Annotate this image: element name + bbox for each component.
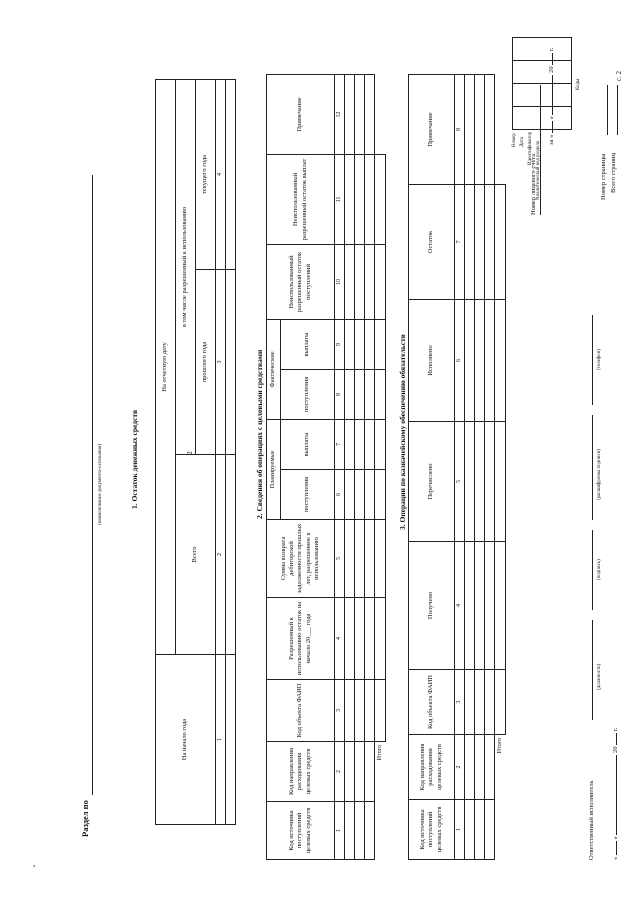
s2-cell[interactable] [355,74,365,154]
s3-cell[interactable] [465,735,475,800]
s2-num-2: 2 [335,742,345,802]
signature-line [592,530,593,610]
footer-year: 20 [612,746,619,753]
s2-cell[interactable] [345,742,355,802]
s2-h-c12: Примечание [267,74,335,154]
s1-num-4: 4 [216,79,226,269]
s2-cell[interactable] [355,470,365,520]
s3-num-5: 5 [455,422,465,542]
razdel-line [92,175,93,795]
s1-col-report-date: На отчетную дату [156,79,176,654]
s3-num-1: 1 [455,800,465,860]
s2-cell[interactable] [365,802,375,860]
s2-h-actual: Фактические [267,319,281,419]
section2-table [266,74,386,860]
section1-title: 1. Остаток денежных средств [130,409,139,509]
date-prefix: за « [548,134,555,145]
s3-cell[interactable] [485,670,495,735]
s2-h-planned: Планируемые [267,419,281,519]
section3-table [408,74,506,860]
footer-date-open: « [612,856,619,860]
position-line [592,620,593,720]
account-label: Номер лицевого счета [530,153,537,215]
s1-value-2[interactable] [226,455,236,655]
s3-num-8: 8 [455,75,465,185]
s3-total-label: Итого [497,738,503,754]
s2-cell[interactable] [355,680,365,742]
s3-cell[interactable] [465,185,475,300]
s1-value-3[interactable] [226,270,236,455]
section1-table [155,79,236,825]
code-cell-3[interactable] [513,61,572,84]
s2-cell[interactable] [345,154,355,244]
s2-total-cell[interactable] [375,154,386,244]
s2-cell[interactable] [355,419,365,469]
s3-h-c8: Примечание [409,75,455,185]
s3-cell[interactable] [485,185,495,300]
s2-num-9: 9 [335,319,345,369]
s2-total-cell[interactable] [375,680,386,742]
s2-cell[interactable] [365,74,375,154]
decoding-caption: (расшифровка подписи) [597,448,602,500]
code-label-3: Идентификатор [528,131,533,165]
s2-num-3: 3 [335,680,345,742]
section2-title: 2. Сведения об операциях с целевыми средствами [255,349,264,519]
s2-cell[interactable] [355,520,365,598]
s2-cell[interactable] [365,598,375,680]
code-label-2: Дата [520,137,525,147]
s3-data-row-3 [485,75,495,860]
s3-cell[interactable] [465,542,475,670]
s2-cell[interactable] [365,520,375,598]
s2-h-payments-plan: выплаты [281,419,335,469]
s2-total-cell[interactable] [375,520,386,598]
s2-cell[interactable] [365,470,375,520]
s1-value-1[interactable] [226,655,236,825]
s1-col-cur-year: текущего года [196,79,216,269]
code-label-1: Номер [512,133,517,147]
s2-total-label: Итого [377,745,383,761]
s2-data-row-2 [355,74,365,859]
responsible-label: Ответственный исполнитель [588,780,595,860]
s3-h-c4: Получено [409,542,455,670]
s2-total-cell[interactable] [375,470,386,520]
s1-num-1: 1 [216,655,226,825]
codes-label: Коды [576,78,581,90]
s3-h-c3: Код объекта ФАИП [409,670,455,735]
s2-total-cell[interactable] [375,369,386,419]
s3-cell[interactable] [465,75,475,185]
s2-num-10: 10 [335,244,345,319]
s3-total-cell[interactable] [495,542,506,670]
s3-cell[interactable] [475,735,485,800]
s3-cell[interactable] [485,75,495,185]
s2-num-1: 1 [335,802,345,860]
s3-total-row [495,75,506,860]
date-suffix: г. [548,47,555,52]
s3-h-c6: Исполнено [409,300,455,422]
section3-title: 3. Операции по казначейскому обеспечению обязательств [398,334,407,530]
s2-cell[interactable] [345,244,355,319]
s3-num-7: 7 [455,185,465,300]
phone-line [592,315,593,405]
s3-cell[interactable] [465,422,475,542]
pages-total-label: Всего страниц [610,153,617,193]
s3-cell[interactable] [465,300,475,422]
s3-cell[interactable] [485,422,495,542]
razdel-label: Раздел по [80,800,90,837]
decoding-line [592,415,593,520]
s2-num-4: 4 [335,598,345,680]
s1-col-incl: в том числе разрешенный к использованию [176,79,196,454]
s3-num-3: 3 [455,670,465,735]
s3-h-c2: Код направления расходования целевых средств [409,735,455,800]
s2-cell[interactable] [345,369,355,419]
s2-h-receipts-plan: поступления [281,470,335,520]
razdel-caption: (наименование документа-основания) [98,443,103,525]
pages-total-line [617,85,618,135]
s2-num-11: 11 [335,154,345,244]
date-mid: » [548,116,555,120]
s2-cell[interactable] [355,369,365,419]
s1-col-total: Всего [176,455,216,655]
s2-num-12: 12 [335,74,345,154]
date-year: 20 [548,66,555,73]
s2-cell[interactable] [365,244,375,319]
code-cell-4[interactable] [513,38,572,61]
s2-cell[interactable] [355,802,365,860]
s3-cell[interactable] [475,542,485,670]
s2-data-row-1 [345,74,355,859]
s2-cell[interactable] [355,244,365,319]
s2-cell[interactable] [345,74,355,154]
footer-date-close: » [612,836,619,840]
s3-num-4: 4 [455,542,465,670]
s2-cell[interactable] [345,419,355,469]
position-caption: (должность) [597,663,602,690]
s3-cell[interactable] [475,185,485,300]
s2-cell[interactable] [345,520,355,598]
s3-total-cell[interactable] [495,185,506,300]
s3-num-6: 6 [455,300,465,422]
s3-total-cell[interactable] [495,422,506,542]
s3-cell[interactable] [475,422,485,542]
s1-col-start: На начало года [156,655,216,825]
s2-num-6: 6 [335,470,345,520]
footer-year-suffix: г. [612,727,619,732]
s2-num-7: 7 [335,419,345,469]
s2-data-row-3 [365,74,375,859]
code-cell-1[interactable] [513,107,572,130]
s3-cell[interactable] [475,75,485,185]
s2-cell[interactable] [345,598,355,680]
s3-cell[interactable] [465,800,475,860]
s2-h-c2: Код направления расходования целевых средств [267,742,335,802]
s2-cell[interactable] [365,680,375,742]
s2-cell[interactable] [365,369,375,419]
s3-cell[interactable] [485,542,495,670]
s2-cell[interactable] [355,742,365,802]
s3-total-cell[interactable] [495,670,506,735]
s3-cell[interactable] [475,800,485,860]
s3-cell[interactable] [485,800,495,860]
s2-cell[interactable] [345,680,355,742]
s2-cell[interactable] [365,154,375,244]
s2-total-row [375,74,386,859]
s3-cell[interactable] [475,300,485,422]
s2-num-8: 8 [335,369,345,419]
s2-h-c1: Код источника поступлений целевых средств [267,802,335,860]
s2-cell[interactable] [355,319,365,369]
s2-cell[interactable] [365,419,375,469]
s1-value-4[interactable] [226,79,236,269]
s1-num-2: 2 [216,455,226,655]
code-label-4: Аналитический код раздела [536,140,541,200]
s3-total-cell[interactable] [495,300,506,422]
s3-cell[interactable] [475,670,485,735]
s2-h-c10: Неиспользованный разрешенный остаток поступлений [267,244,335,319]
s3-data-row-1 [465,75,475,860]
s2-cell[interactable] [345,319,355,369]
page-no-label: Номер страницы [600,153,607,200]
stray-mark: , [33,858,36,868]
page-corner-label: с. 2 [615,70,624,82]
s2-total-cell[interactable] [375,319,386,369]
footer-date [612,728,619,860]
s1-num-3: 3 [216,270,226,455]
s3-h-c5: Перечислено [409,422,455,542]
s2-h-receipts-fact: поступления [281,369,335,419]
code-cell-2[interactable] [513,84,572,107]
s3-h-c1: Код источника поступлений целевых средств [409,800,455,860]
s2-cell[interactable] [365,319,375,369]
s2-h-c11: Неиспользованный разрешенный остаток выплат [267,154,335,244]
s2-cell[interactable] [355,598,365,680]
s2-cell[interactable] [355,154,365,244]
s2-cell[interactable] [365,742,375,802]
page-no-line [607,85,608,135]
s3-num-2: 2 [455,735,465,800]
s3-cell[interactable] [485,300,495,422]
s2-num-5: 5 [335,520,345,598]
s3-h-c7: Остаток [409,185,455,300]
s3-cell[interactable] [465,670,475,735]
s2-total-cell[interactable] [375,598,386,680]
s2-total-cell[interactable] [375,244,386,319]
s2-h-c4: Разрешенный к использованию остаток на начало 20___ года [267,598,335,680]
s3-cell[interactable] [485,735,495,800]
s2-total-cell[interactable] [375,419,386,469]
s3-data-row-2 [475,75,485,860]
s2-h-payments-fact: выплаты [281,319,335,369]
phone-caption: (телефон) [597,349,602,370]
s2-h-c5: Сумма возврата дебиторской задолженности прошлых лет, разрешенное к использованию [267,520,335,598]
s2-cell[interactable] [345,470,355,520]
s2-cell[interactable] [345,802,355,860]
codes-box [512,37,572,130]
s2-h-c3: Код объекта ФАИП [267,680,335,742]
s1-col-prev-year: прошлого года [196,270,216,455]
page-number: 2 [185,451,194,455]
signature-caption: (подпись) [597,559,602,580]
